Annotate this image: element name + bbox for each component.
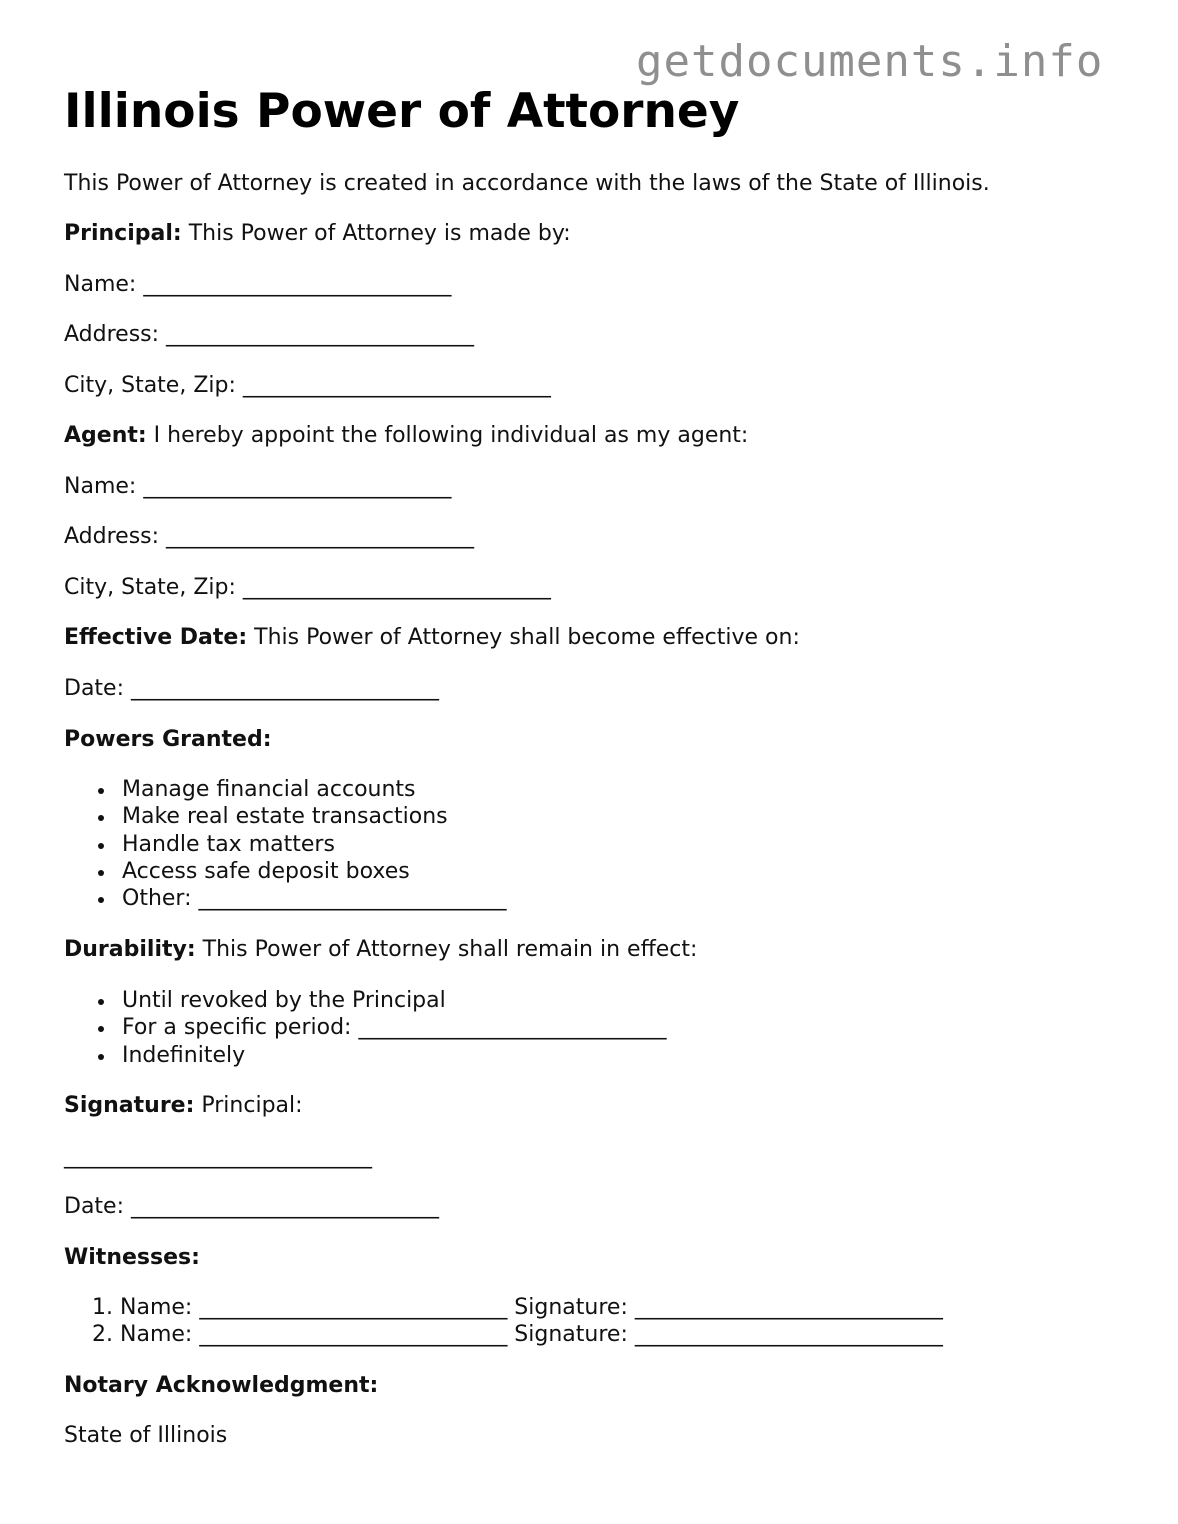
durability-heading-line [64, 937, 697, 963]
principal-address-blank[interactable]: ____________________________ [166, 322, 475, 347]
signature-date-blank[interactable]: ____________________________ [131, 1194, 439, 1219]
effective-heading: Effective Date: [64, 625, 248, 650]
witness-row [92, 1322, 943, 1348]
list-item-text: Until revoked by the Principal [122, 988, 446, 1013]
witness-name-blank[interactable]: ____________________________ [199, 1295, 508, 1320]
witness-name-label: Name: [120, 1295, 200, 1320]
agent-address-label: Address: [64, 524, 167, 549]
list-item-text: Manage financial accounts [122, 777, 416, 802]
signature-date-field[interactable] [64, 1194, 439, 1220]
effective-date-blank[interactable]: ____________________________ [131, 676, 439, 701]
witness-signature-label: Signature: [507, 1295, 635, 1320]
effective-heading-line [64, 625, 800, 651]
powers-other-blank[interactable]: ____________________________ [198, 886, 507, 911]
principal-text: This Power of Attorney is made by: [181, 221, 571, 246]
notary-heading-line [64, 1373, 378, 1399]
principal-city-blank[interactable]: ____________________________ [242, 373, 551, 398]
powers-other-label: Other: [122, 886, 199, 911]
principal-address-field[interactable] [64, 322, 474, 348]
page-title: Illinois Power of Attorney [64, 84, 740, 139]
watermark: getdocuments.info [636, 36, 1104, 87]
witness-signature-label: Signature: [507, 1322, 635, 1347]
effective-text: This Power of Attorney shall become effective on: [247, 625, 800, 650]
list-item-text: Handle tax matters [122, 832, 335, 857]
effective-date-label: Date: [64, 676, 131, 701]
durability-period-label: For a specific period: [122, 1015, 359, 1040]
witness-number: 2. [92, 1322, 113, 1347]
principal-address-label: Address: [64, 322, 167, 347]
witnesses-heading: Witnesses: [64, 1245, 200, 1270]
agent-name-blank[interactable]: ____________________________ [143, 474, 452, 499]
witnesses-heading-line [64, 1245, 200, 1271]
principal-heading-line [64, 221, 571, 247]
notary-state: State of Illinois [64, 1423, 228, 1448]
list-item-text: Indefinitely [122, 1043, 246, 1068]
powers-heading-line [64, 727, 272, 753]
list-item-text [122, 886, 506, 912]
witness-signature-blank[interactable]: ____________________________ [634, 1322, 943, 1347]
principal-name-blank[interactable]: ____________________________ [143, 272, 452, 297]
agent-name-label: Name: [64, 474, 144, 499]
agent-address-field[interactable] [64, 524, 474, 550]
list-item-text [122, 1015, 666, 1041]
witness-name-label: Name: [120, 1322, 200, 1347]
agent-city-blank[interactable]: ____________________________ [242, 575, 551, 600]
principal-city-label: City, State, Zip: [64, 373, 243, 398]
durability-heading: Durability: [64, 937, 196, 962]
witness-number: 1. [92, 1295, 113, 1320]
signature-date-label: Date: [64, 1194, 131, 1219]
notary-heading: Notary Acknowledgment: [64, 1373, 379, 1398]
signature-heading: Signature: [64, 1093, 195, 1118]
principal-signature-blank[interactable]: ____________________________ [64, 1144, 372, 1169]
agent-city-field[interactable] [64, 575, 551, 601]
signature-text: Principal: [194, 1093, 303, 1118]
witness-name-blank[interactable]: ____________________________ [199, 1322, 508, 1347]
powers-heading: Powers Granted: [64, 727, 272, 752]
agent-heading: Agent: [64, 423, 147, 448]
list-item-text: Access safe deposit boxes [122, 859, 410, 884]
agent-heading-line [64, 423, 748, 449]
durability-text: This Power of Attorney shall remain in effect: [195, 937, 698, 962]
effective-date-field[interactable] [64, 676, 439, 702]
list-item-text: Make real estate transactions [122, 804, 448, 829]
agent-city-label: City, State, Zip: [64, 575, 243, 600]
witness-row [92, 1295, 943, 1321]
principal-city-field[interactable] [64, 373, 551, 399]
durability-period-blank[interactable]: ____________________________ [358, 1015, 667, 1040]
principal-name-field[interactable] [64, 272, 451, 298]
agent-text: I hereby appoint the following individual as my agent: [146, 423, 749, 448]
intro-text: This Power of Attorney is created in accordance with the laws of the State of Illinois. [64, 171, 990, 196]
principal-name-label: Name: [64, 272, 144, 297]
signature-heading-line [64, 1093, 303, 1119]
agent-address-blank[interactable]: ____________________________ [166, 524, 475, 549]
agent-name-field[interactable] [64, 474, 451, 500]
principal-heading: Principal: [64, 221, 182, 246]
witness-signature-blank[interactable]: ____________________________ [634, 1295, 943, 1320]
